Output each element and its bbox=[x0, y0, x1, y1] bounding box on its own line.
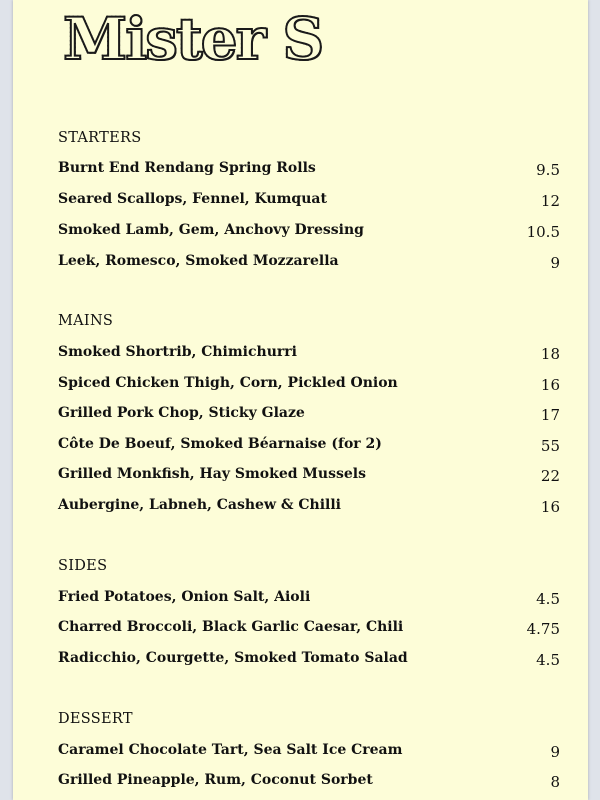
menu-page bbox=[13, 0, 588, 800]
menu-item bbox=[58, 191, 560, 213]
item-name: Caramel Chocolate Tart, Sea Salt Ice Cream bbox=[58, 742, 403, 758]
item-price: 4.75 bbox=[526, 620, 560, 638]
menu-item bbox=[58, 375, 560, 397]
menu-item bbox=[58, 466, 560, 488]
menu-item bbox=[58, 253, 560, 275]
item-price: 9 bbox=[550, 254, 560, 272]
item-price: 16 bbox=[540, 376, 560, 394]
menu-item bbox=[58, 222, 560, 244]
item-name: Aubergine, Labneh, Cashew & Chilli bbox=[58, 497, 341, 513]
item-price: 12 bbox=[540, 192, 560, 210]
section-title: STARTERS bbox=[58, 130, 142, 146]
item-name: Grilled Pork Chop, Sticky Glaze bbox=[58, 405, 305, 421]
item-price: 17 bbox=[540, 406, 560, 424]
menu-item bbox=[58, 772, 560, 794]
item-price: 55 bbox=[540, 437, 560, 455]
item-price: 18 bbox=[540, 345, 560, 363]
section-title: MAINS bbox=[58, 313, 114, 329]
menu-item bbox=[58, 589, 560, 611]
item-price: 9 bbox=[550, 743, 560, 761]
menu-item bbox=[58, 405, 560, 427]
item-price: 22 bbox=[540, 467, 560, 485]
item-name: Grilled Pineapple, Rum, Coconut Sorbet bbox=[58, 772, 373, 788]
item-name: Grilled Monkfish, Hay Smoked Mussels bbox=[58, 466, 366, 482]
item-name: Smoked Shortrib, Chimichurri bbox=[58, 344, 297, 360]
item-price: 4.5 bbox=[536, 651, 560, 669]
restaurant-logo: Mister S bbox=[63, 0, 322, 80]
item-name: Radicchio, Courgette, Smoked Tomato Salad bbox=[58, 650, 408, 666]
item-price: 4.5 bbox=[536, 590, 560, 608]
menu-item bbox=[58, 160, 560, 182]
item-name: Côte De Boeuf, Smoked Béarnaise (for 2) bbox=[58, 436, 382, 452]
item-name: Fried Potatoes, Onion Salt, Aioli bbox=[58, 589, 311, 605]
item-price: 9.5 bbox=[536, 161, 560, 179]
item-name: Seared Scallops, Fennel, Kumquat bbox=[58, 191, 327, 207]
menu-item bbox=[58, 497, 560, 519]
item-price: 16 bbox=[540, 498, 560, 516]
menu-item bbox=[58, 436, 560, 458]
section-title: SIDES bbox=[58, 558, 108, 574]
menu-item bbox=[58, 742, 560, 764]
item-name: Spiced Chicken Thigh, Corn, Pickled Onion bbox=[58, 375, 398, 391]
item-name: Leek, Romesco, Smoked Mozzarella bbox=[58, 253, 339, 269]
item-name: Charred Broccoli, Black Garlic Caesar, Chili bbox=[58, 619, 404, 635]
item-price: 8 bbox=[550, 773, 560, 791]
item-price: 10.5 bbox=[526, 223, 560, 241]
item-name: Burnt End Rendang Spring Rolls bbox=[58, 160, 316, 176]
item-name: Smoked Lamb, Gem, Anchovy Dressing bbox=[58, 222, 364, 238]
section-title: DESSERT bbox=[58, 711, 133, 727]
menu-item bbox=[58, 619, 560, 641]
menu-item bbox=[58, 650, 560, 672]
menu-item bbox=[58, 344, 560, 366]
